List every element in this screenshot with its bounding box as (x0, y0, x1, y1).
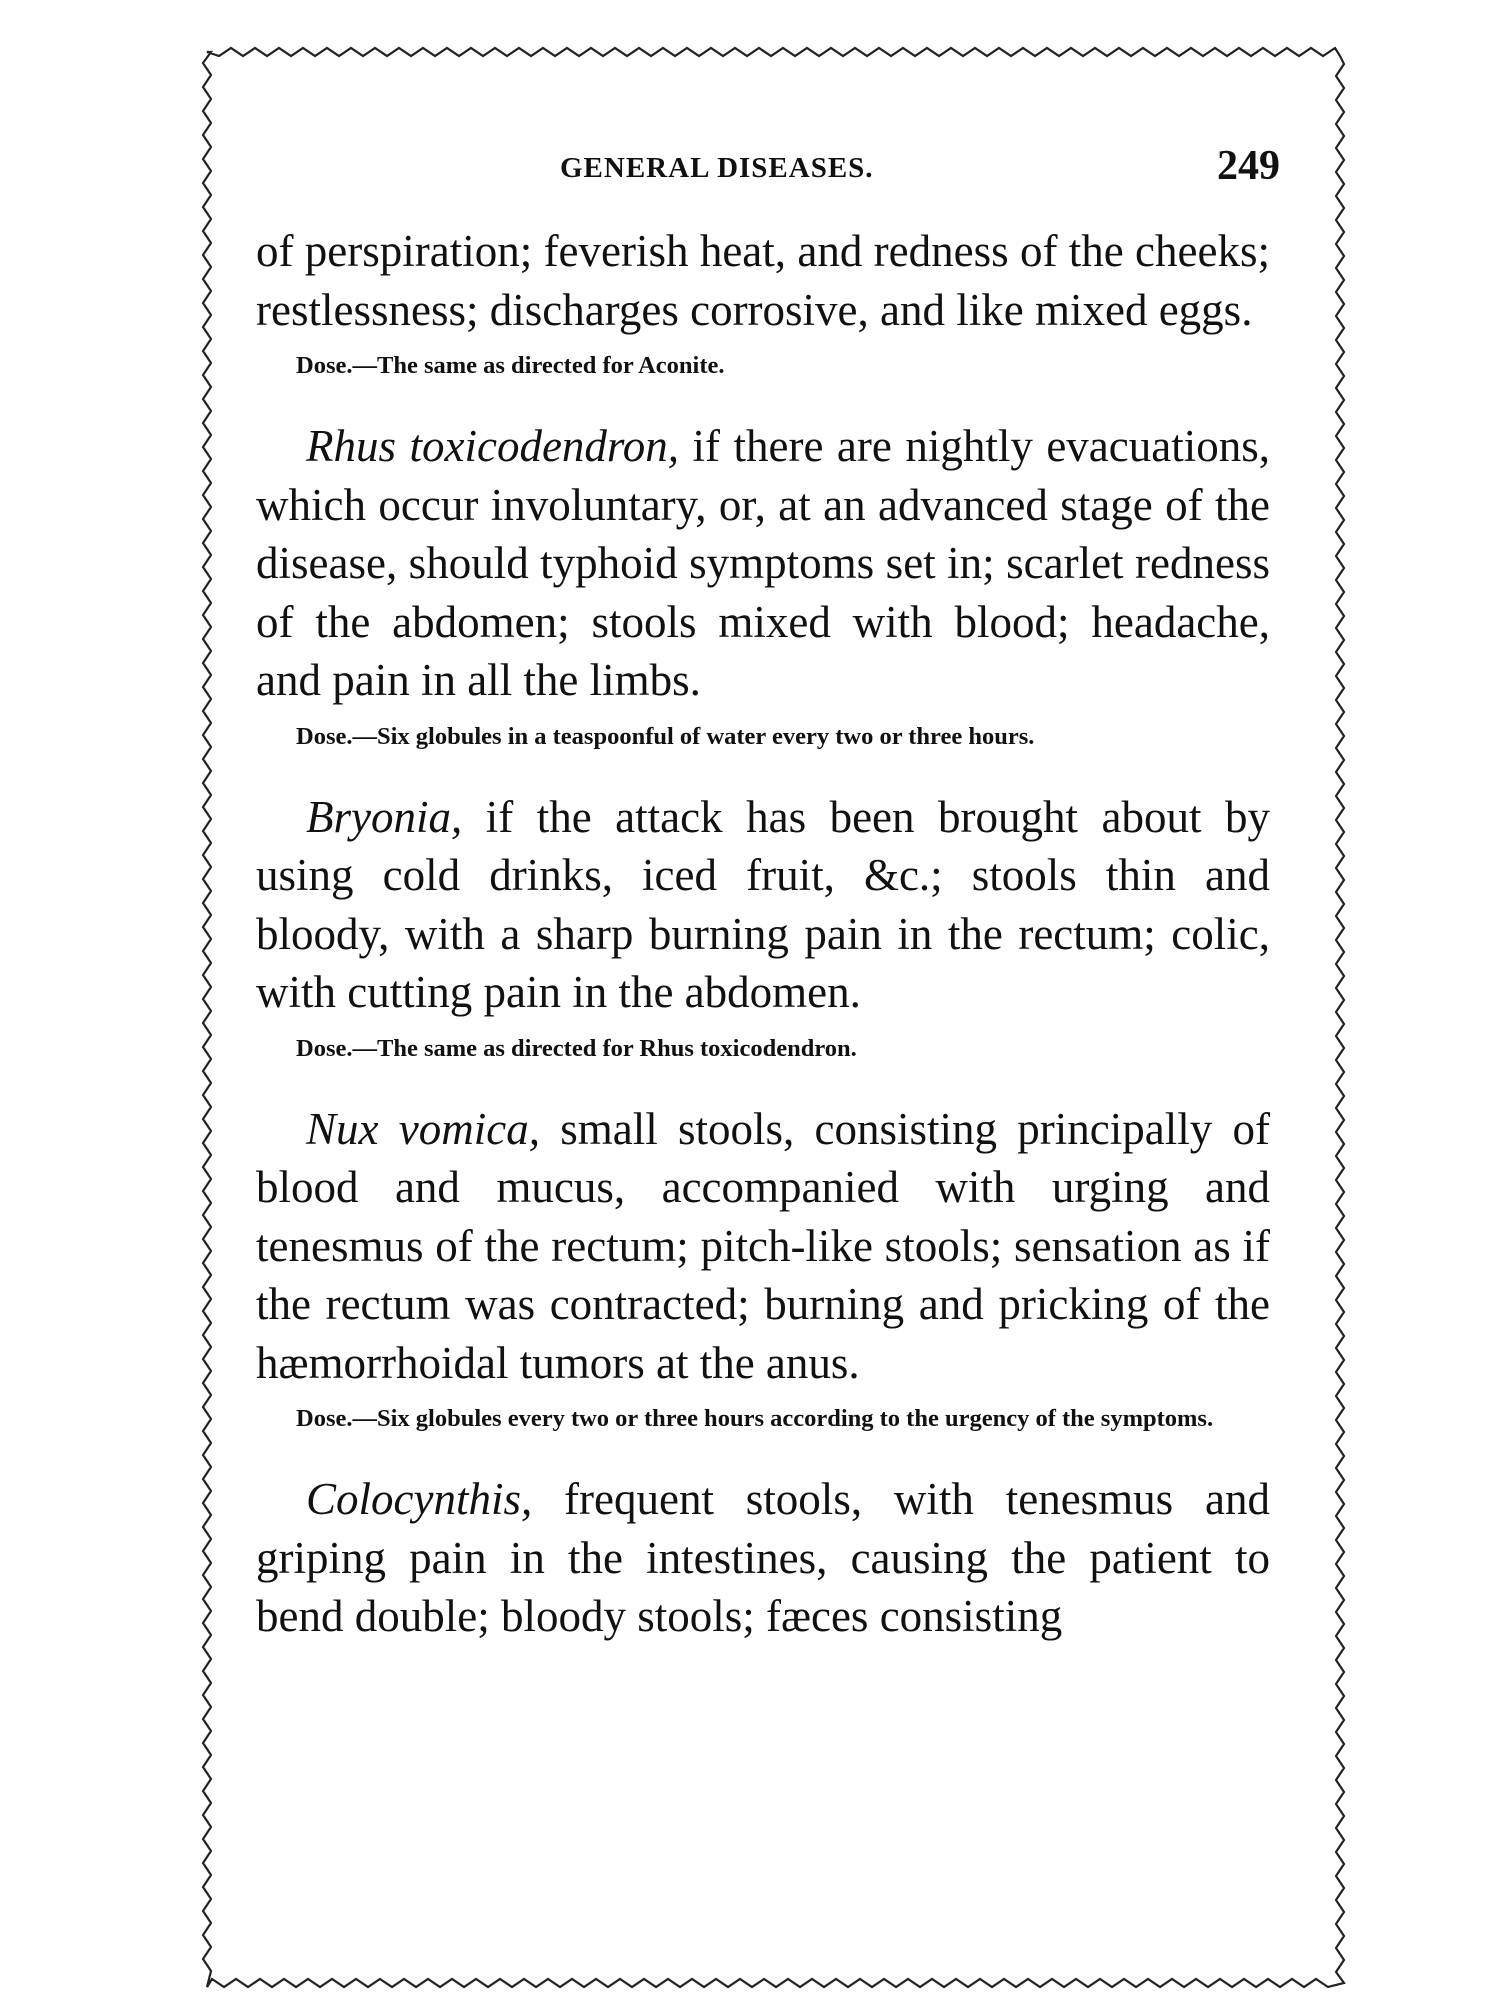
paragraph-continuation (256, 222, 1270, 339)
dose-label: Dose. (296, 352, 353, 379)
remedy-paragraph-rhus (256, 417, 1270, 710)
remedy-name: Rhus toxicodendron, (306, 421, 680, 471)
dose-note (256, 347, 1270, 385)
remedy-paragraph-bryonia (256, 788, 1270, 1022)
dose-text: —Six globules every two or three hours according to the urgency of the symptoms. (352, 1405, 1214, 1432)
dose-note (256, 1400, 1270, 1438)
remedy-paragraph-colocynthis (256, 1470, 1270, 1646)
remedy-name: Colocynthis, (306, 1474, 533, 1524)
dose-label: Dose. (296, 1034, 353, 1062)
paragraph-text: of perspiration; feverish heat, and redness of the cheeks; restlessness; discharges corrosive, and like mixed eggs. (256, 226, 1270, 335)
page-body (256, 222, 1270, 1646)
dose-text: —Six globules in a teaspoonful of water every two or three hours. (352, 722, 1035, 750)
dose-label: Dose. (296, 1405, 353, 1432)
page-number: 249 (1217, 143, 1280, 189)
paragraph-text: if the attack has been brought about by using cold drinks, iced fruit, &c.; stools thin and bloody, with a sharp burning pain in the rectum; colic, with cutting pain in the abdomen. (256, 791, 1270, 1017)
remedy-name: Bryonia, (306, 791, 463, 842)
page-header (560, 143, 1280, 198)
dose-note (256, 1030, 1270, 1068)
paragraph-text: frequent stools, with tenesmus and griping pain in the intestines, causing the patient to bend double; bloody stools; fæces consisting (256, 1474, 1270, 1641)
dose-note (256, 718, 1270, 756)
paragraph-text: small stools, consisting principally of blood and mucus, accompanied with urging and tenesmus of the rectum; pitch-like stools; sensation as if the rectum was contracted; burning and pricking of the hæmorrhoidal tumors at the anus. (256, 1103, 1270, 1388)
paragraph-text: if there are nightly evacuations, which occur involuntary, or, at an advanced stage of the disease, should typhoid symptoms set in; scarlet redness of the abdomen; stools mixed with blood; headache, and pain in all the limbs. (256, 421, 1270, 705)
remedy-name: Nux vomica, (306, 1103, 540, 1154)
dose-text: —The same as directed for Rhus toxicodendron. (352, 1034, 857, 1062)
dose-label: Dose. (296, 722, 353, 750)
running-head: GENERAL DISEASES. (560, 152, 874, 184)
dose-text: —The same as directed for Aconite. (352, 352, 725, 379)
remedy-paragraph-nux-vomica (256, 1100, 1270, 1393)
